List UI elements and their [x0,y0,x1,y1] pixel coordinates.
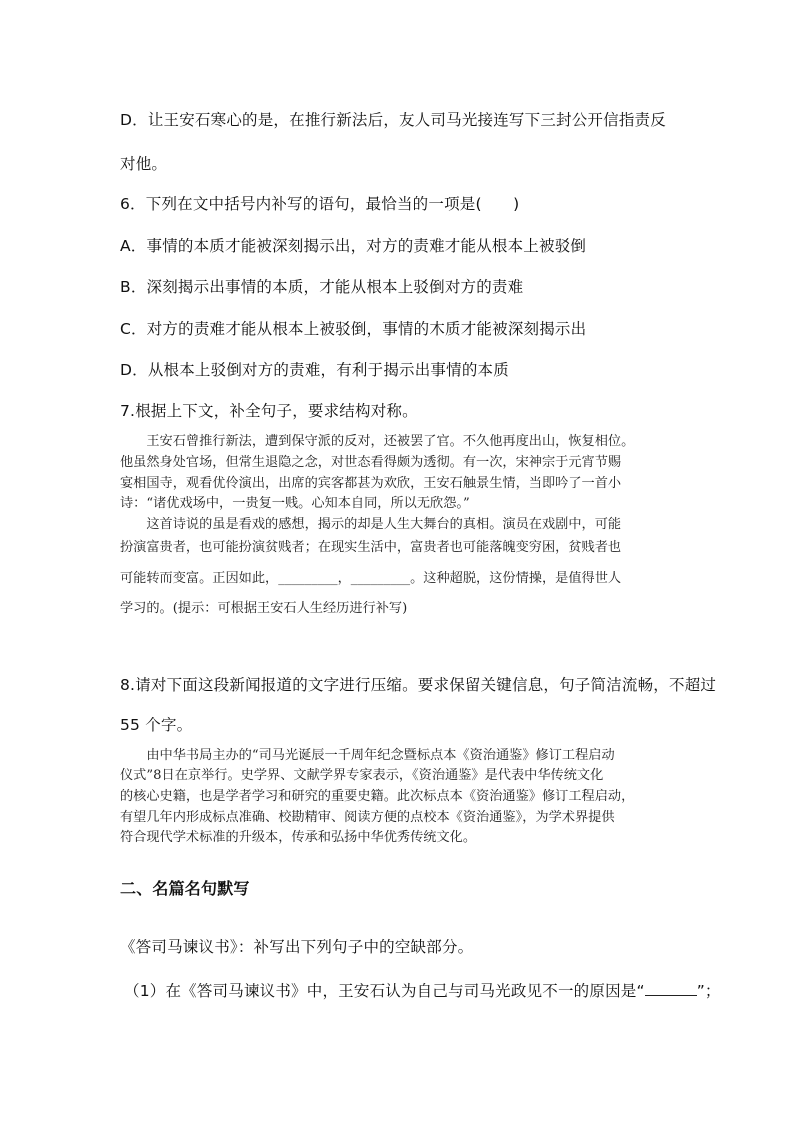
fill-item-1-text: （1）在《答司马谏议书》中，王安石认为自己与司马光政见不一的原因是“ [124,982,645,1000]
passage-blank-sep: ， [337,571,351,586]
passage-line: 有望几年内形成标点准确、校勘精审、阅读方便的点校本《资治通鉴》，为学术界提供 [120,810,615,825]
q5-option-d-line2: 对他。 [120,155,168,173]
fill-item-1-close: ”； [696,982,721,1000]
q8-stem-line2: 55 个字。 [120,716,193,734]
passage-blank-before: 可能转而变富。正因如此， [120,571,279,586]
passage-line: 仪式”8日在京举行。史学界、文献学界专家表示，《资治通鉴》是代表中华传统文化 [120,768,604,783]
q6-stem: 6．下列在文中括号内补写的语句，最恰当的一项是( ) [120,195,520,213]
passage-blank-after: 。这种超脱，这份情操，是值得世人 [410,571,622,586]
passage-hint-line: 学习的。(提示：可根据王安石人生经历进行补写) [120,601,408,616]
passage-blank-line [120,567,621,586]
passage-line: 由中华书局主办的“司马光诞辰一千周年纪念暨标点本《资治通鉴》修订工程启动 [120,748,615,763]
q7-stem: 7.根据上下文，补全句子，要求结构对称。 [120,402,418,420]
passage-line: 扮演富贵者，也可能扮演贫贱者；在现实生活中，富贵者也可能落魄变穷困，贫贱者也 [120,540,622,555]
q6-option-b: B．深刻揭示出事情的本质，才能从根本上驳倒对方的责难 [120,278,524,296]
answer-blank-2[interactable]: _________ [350,571,411,586]
q6-option-d: D．从根本上驳倒对方的责难，有利于揭示出事情的本质 [120,361,509,379]
passage-line: 诗：“诸优戏场中，一贵复一贱。心知本自同，所以无欣怨。” [120,496,470,511]
passage-line: 他虽然身处官场，但常生退隐之念，对世态看得颇为透彻。有一次，宋神宗于元宵节赐 [120,455,622,470]
passage-line: 符合现代学术标准的升级本，传承和弘扬中华优秀传统文化。 [120,830,477,845]
fill-item-1 [124,979,721,1001]
q5-option-d-line1: D．让王安石寒心的是，在推行新法后，友人司马光接连写下三封公开信指责反 [120,111,666,129]
passage-line: 的核心史籍，也是学者学习和研究的重要史籍。此次标点本《资治通鉴》修订工程启动， [120,789,635,804]
q8-stem-line1: 8.请对下面这段新闻报道的文字进行压缩。要求保留关键信息，句子简洁流畅，不超过 [120,676,717,694]
section-intro: 《答司马谏议书》：补写出下列句子中的空缺部分。 [120,938,474,956]
answer-blank-1[interactable]: _________ [278,571,338,586]
passage-line: 王安石曾推行新法，遭到保守派的反对，还被罢了官。不久他再度出山，恢复相位。 [120,434,635,449]
passage-line: 宴相国寺，观看优伶演出，出席的宾客都甚为欢欣，王安石触景生情，当即吟了一首小 [120,476,622,491]
section-heading: 二、名篇名句默写 [120,879,250,898]
q6-option-a: A．事情的本质才能被深刻揭示出，对方的责难才能从根本上被驳倒 [120,237,587,255]
answer-blank[interactable] [645,983,697,996]
q6-option-c: C．对方的责难才能从根本上被驳倒，事情的木质才能被深刻揭示出 [120,320,587,338]
passage-line: 这首诗说的虽是看戏的感想，揭示的却是人生大舞台的真相。演员在戏剧中，可能 [120,517,622,532]
